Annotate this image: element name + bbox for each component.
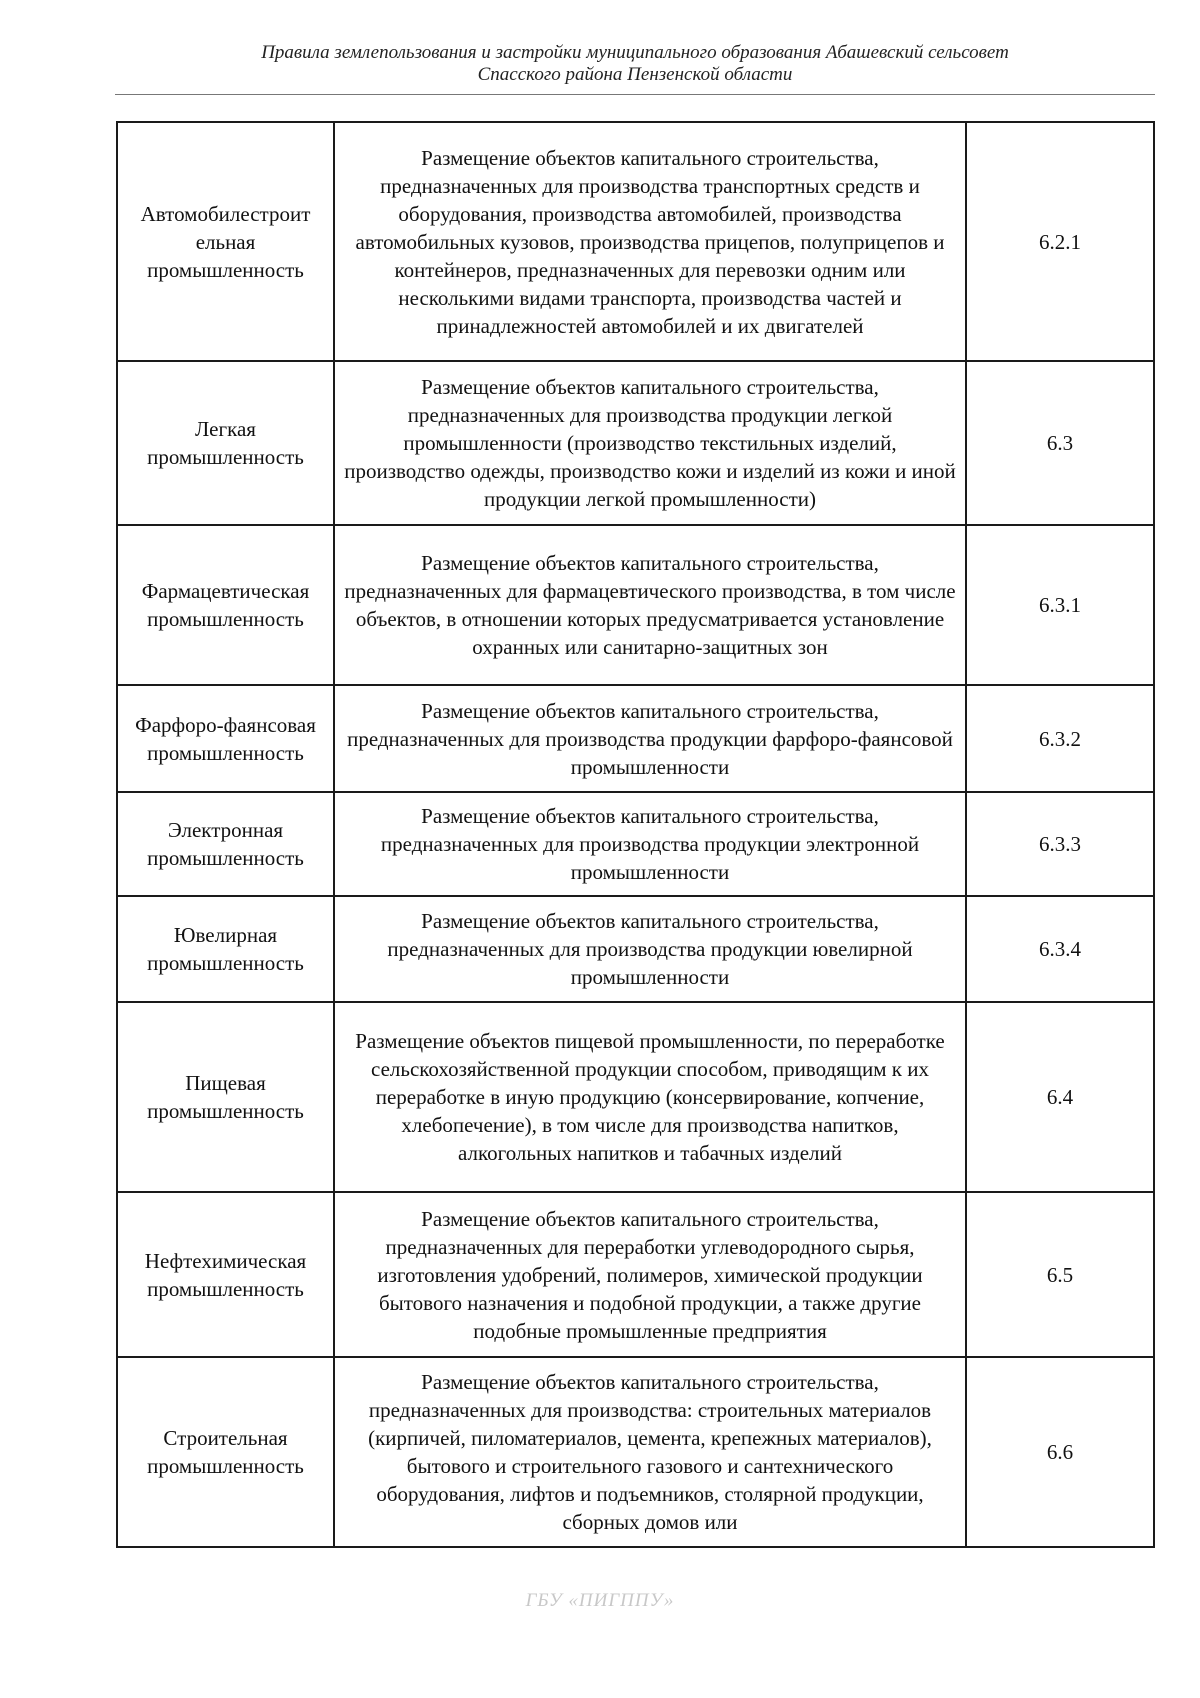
use-description: Размещение объектов капитального строительства, предназначенных для производства транспортных средств и оборудования, производства автомобилей, производства автомобильных кузовов, производства прицепов, полуприцепов и контейнеров, предназначенных для перевозки одним или несколькими видами транспорта, производства частей и принадлежностей автомобилей и их двигателей xyxy=(334,122,966,361)
use-name: Автомобилестроит ельная промышленность xyxy=(117,122,334,361)
use-code: 6.4 xyxy=(966,1002,1154,1192)
use-code: 6.2.1 xyxy=(966,122,1154,361)
use-name: Ювелирная промышленность xyxy=(117,896,334,1002)
table-row xyxy=(117,361,1154,525)
use-name: Пищевая промышленность xyxy=(117,1002,334,1192)
header-line-2: Спасского района Пензенской области xyxy=(477,64,793,85)
table-row xyxy=(117,896,1154,1002)
use-code: 6.3.4 xyxy=(966,896,1154,1002)
use-name: Нефтехимическая промышленность xyxy=(117,1192,334,1357)
use-description: Размещение объектов пищевой промышленности, по переработке сельскохозяйственной продукции способом, приводящим к их переработке в иную продукцию (консервирование, копчение, хлебопечение), в том числе для производства напитков, алкогольных напитков и табачных изделий xyxy=(334,1002,966,1192)
page-header xyxy=(115,42,1155,86)
use-description: Размещение объектов капитального строительства, предназначенных для производства: строительных материалов (кирпичей, пиломатериалов, цемента, крепежных материалов), бытового и строительного газового и сантехнического оборудования, лифтов и подъемников, столярной продукции, сборных домов или xyxy=(334,1357,966,1547)
use-description: Размещение объектов капитального строительства, предназначенных для производства продукции фарфоро-фаянсовой промышленности xyxy=(334,685,966,792)
table-row xyxy=(117,792,1154,896)
use-code: 6.5 xyxy=(966,1192,1154,1357)
table-row xyxy=(117,122,1154,361)
land-use-table xyxy=(116,121,1155,1548)
header-line-1: Правила землепользования и застройки муниципального образования Абашевский сельсовет xyxy=(261,42,1009,63)
use-description: Размещение объектов капитального строительства, предназначенных для фармацевтического производства, в том числе объектов, в отношении которых предусматривается установление охранных или санитарно-защитных зон xyxy=(334,525,966,685)
table-row xyxy=(117,525,1154,685)
footer-watermark: ГБУ «ПИГППУ» xyxy=(525,1590,675,1611)
use-description: Размещение объектов капитального строительства, предназначенных для производства продукции электронной промышленности xyxy=(334,792,966,896)
use-code: 6.3.2 xyxy=(966,685,1154,792)
header-divider xyxy=(115,94,1155,95)
use-description: Размещение объектов капитального строительства, предназначенных для производства продукции легкой промышленности (производство текстильных изделий, производство одежды, производство кожи и изделий из кожи и иной продукции легкой промышленности) xyxy=(334,361,966,525)
use-name: Фарфоро-фаянсовая промышленность xyxy=(117,685,334,792)
use-name: Легкая промышленность xyxy=(117,361,334,525)
table-row xyxy=(117,1357,1154,1547)
table-row xyxy=(117,1192,1154,1357)
use-name: Фармацевтическая промышленность xyxy=(117,525,334,685)
use-code: 6.6 xyxy=(966,1357,1154,1547)
table-row xyxy=(117,1002,1154,1192)
table-row xyxy=(117,685,1154,792)
use-description: Размещение объектов капитального строительства, предназначенных для переработки углеводородного сырья, изготовления удобрений, полимеров, химической продукции бытового назначения и подобной продукции, а также другие подобные промышленные предприятия xyxy=(334,1192,966,1357)
use-description: Размещение объектов капитального строительства, предназначенных для производства продукции ювелирной промышленности xyxy=(334,896,966,1002)
use-code: 6.3.1 xyxy=(966,525,1154,685)
use-code: 6.3.3 xyxy=(966,792,1154,896)
use-name: Электронная промышленность xyxy=(117,792,334,896)
use-name: Строительная промышленность xyxy=(117,1357,334,1547)
use-code: 6.3 xyxy=(966,361,1154,525)
